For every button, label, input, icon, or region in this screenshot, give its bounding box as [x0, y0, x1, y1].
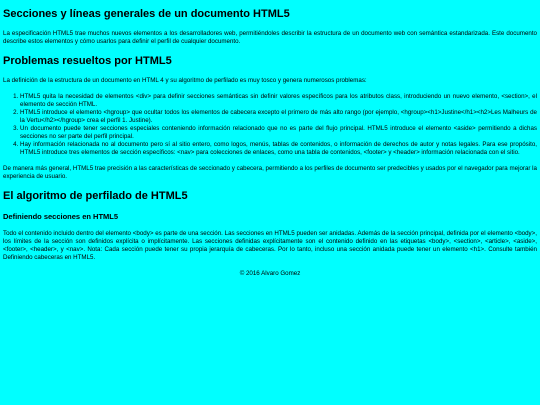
- problem-item-2: 2. HTML5 introduce el elemento <hgroup> que ocultar todos los elementos de cabecera excepto el primero de más alto rango (por ejemplo, <hgroup><h1>Justine</h1><h2>Les Malheurs de la Vertu</h2></hgroup> crea el perfil 1. Justine).: [20, 109, 537, 125]
- algorithm-section: [3, 189, 537, 262]
- problems-lead-paragraph: La definición de la estructura de un documento en HTML 4 y su algoritmo de perfilado es muy tosco y genera numerosos problemas:: [3, 77, 367, 84]
- algorithm-heading: El algoritmo de perfilado de HTML5: [3, 190, 188, 202]
- problems-section: [3, 54, 537, 181]
- page-title: Secciones y líneas generales de un documento HTML5: [3, 8, 290, 20]
- defining-sections-paragraph: Todo el contenido incluido dentro del elemento <body> es parte de una sección. Las secciones en HTML5 pueden ser anidadas. Además de la sección principal, definida por el elemento <body>, los límites de la sección son definidos explícita o implícitamente. Las secciones definidas explícitamente son el contenido definido en las etiquetas <body>, <section>, <article>, <aside>, <footer>, <header>, y <nav>. Nota: Cada sección puede tener su propia jerarquía de cabeceras. Por lo tanto, incluso una sección anidada puede tener un elemento <h1>. Consulte también Definiendo cabeceras en HTML5.: [3, 230, 537, 261]
- defining-sections-heading: Definiendo secciones en HTML5: [3, 212, 119, 221]
- problems-list: [3, 93, 537, 157]
- page-footer: © 2016 Alvaro Gomez: [239, 270, 301, 277]
- problems-closing-paragraph: De manera más general, HTML5 trae precisión a las características de seccionado y cabecera, permitiendo a los perfiles de documento ser predecibles y usados por el navegador para mejorar la experiencia de usuario.: [3, 165, 537, 180]
- problems-heading: Problemas resueltos por HTML5: [3, 55, 172, 67]
- problem-item-3: 3. Un documento puede tener secciones especiales conteniendo información relacionado que no es parte del flujo principal. HTML5 introduce el elemento <aside> permitiendo a dichas secciones no ser parte del perfil principal.: [20, 125, 537, 141]
- problem-item-1: 1. HTML5 quita la necesidad de elementos <div> para definir secciones semánticas sin definir valores específicos para los atributos class, introduciendo un nuevo elemento, <section>, el elemento de sección HTML.: [20, 93, 537, 109]
- intro-paragraph: La especificación HTML5 trae muchos nuevos elementos a los desarrolladores web, permitiéndoles describir la estructura de un documento web con semántica estandarizada. Este documento describe estos elementos y cómo usarlos para definir el perfil de cualquier documento.: [3, 30, 537, 45]
- problem-item-4: 4. Hay información relacionada no al documento pero sí al sitio entero, como logos, menús, tablas de contenidos, o información de derechos de autor y notas legales. Para ese propósito, HTML5 introduce tres elementos de sección específicos: <nav> para colecciones de enlaces, como una tabla de contenidos, <footer> y <header> información relacionada con el sitio.: [20, 141, 537, 157]
